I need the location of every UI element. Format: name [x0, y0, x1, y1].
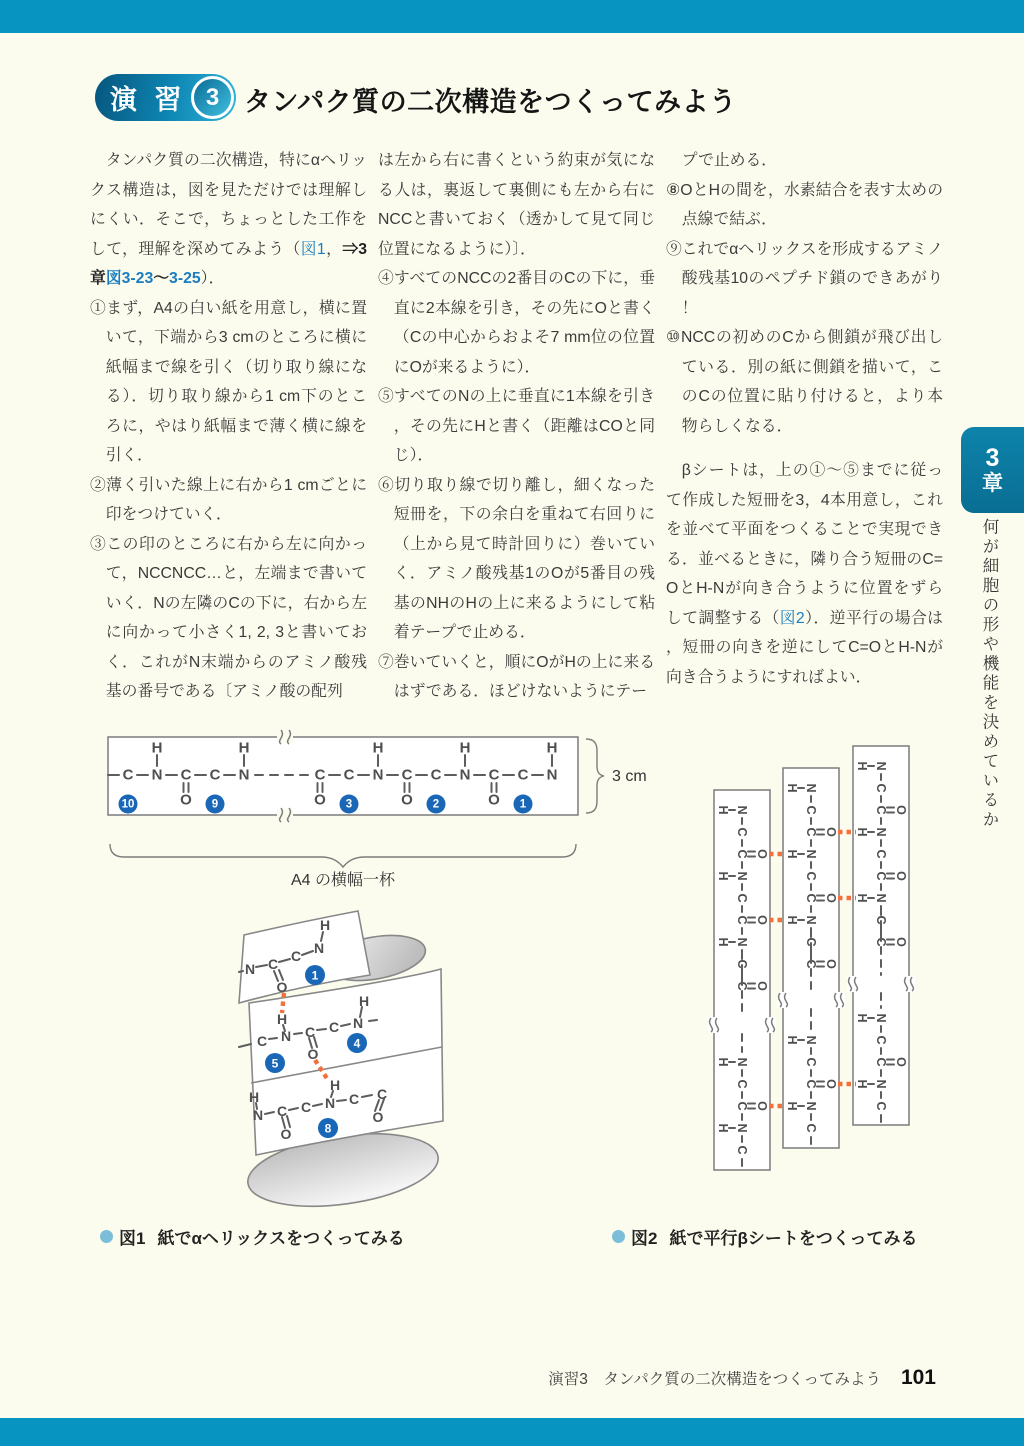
atom-label: O — [894, 805, 908, 815]
chain-bond — [369, 1020, 377, 1021]
atom-label: C — [304, 1024, 316, 1040]
figure2-caption-label: 図2 — [631, 1229, 658, 1248]
atom-label: C — [874, 1101, 888, 1111]
figure-reference[interactable]: 図1 — [300, 240, 326, 258]
chain-bond — [239, 1044, 251, 1047]
figure2-beta-sheet — [690, 724, 950, 1184]
residue-number: 10 — [121, 798, 135, 811]
residue-number: 1 — [519, 798, 527, 811]
atom-label: N — [459, 766, 471, 784]
text-segment: は左から右に書くという約束が気になる人は，裏返して裏側にも左から右にNCCと書いておく（透かして見て同じ位置になるように）〕． — [378, 152, 655, 258]
page-footer — [548, 1366, 936, 1390]
atom-label: N — [874, 1013, 888, 1023]
figure-reference[interactable]: 図3-23 — [105, 270, 154, 287]
atom-label: O — [401, 791, 413, 809]
atom-label: N — [804, 1101, 818, 1111]
paragraph — [90, 471, 367, 530]
fig2-strips — [708, 746, 915, 1170]
atom-label: C — [517, 766, 529, 784]
atom-label: C — [314, 766, 326, 784]
atom-label: H — [238, 739, 250, 757]
exercise-badge — [95, 74, 236, 121]
chapter-tab-number: 3 — [985, 443, 1000, 472]
atom-label: C — [874, 937, 888, 947]
atom-label: H — [151, 739, 163, 757]
atom-label: O — [755, 849, 769, 859]
atom-label: O — [280, 1126, 292, 1142]
atom-label: C — [804, 937, 818, 947]
residue-number: 2 — [432, 798, 440, 811]
figure-reference[interactable]: 図2 — [779, 609, 805, 627]
atom-label: N — [804, 915, 818, 925]
figure2-caption-text: 紙で平行βシートをつくってみる — [669, 1229, 918, 1248]
paragraph — [90, 294, 367, 471]
atom-label: O — [894, 871, 908, 881]
atom-label: N — [735, 1057, 749, 1067]
beta-strip — [708, 790, 776, 1170]
text-column-2 — [378, 146, 655, 707]
atom-label: H — [248, 1089, 260, 1105]
residue-number: 9 — [211, 798, 219, 811]
atom-label: C — [874, 1057, 888, 1067]
atom-label: C — [804, 1079, 818, 1089]
atom-label: C — [209, 766, 221, 784]
figure1-caption-label: 図1 — [119, 1229, 146, 1248]
atom-label: C — [804, 871, 818, 881]
height-brace — [586, 739, 604, 813]
atom-label: O — [307, 1046, 319, 1062]
atom-label: C — [300, 1099, 312, 1115]
residue-number: 8 — [324, 1121, 332, 1136]
figure1-strip-diagram — [100, 728, 660, 898]
atom-label: H — [716, 937, 730, 947]
text-column-1 — [90, 146, 367, 707]
atom-label: O — [180, 791, 192, 809]
chapter-tab-char: 章 — [982, 472, 1003, 496]
text-column-3 — [666, 146, 943, 692]
paragraph — [378, 264, 655, 382]
figure1-caption — [100, 1224, 405, 1249]
bottom-color-bar — [0, 1418, 1024, 1446]
atom-label: C — [874, 915, 888, 925]
atom-label: N — [804, 783, 818, 793]
exercise-badge-label: 演 習 — [110, 85, 187, 115]
atom-label: H — [785, 783, 799, 793]
paragraph — [378, 382, 655, 471]
text-segment: ⑩NCCの初めのCから側鎖が飛び出している．別の紙に側鎖を描いて，このCの位置に貼り付けると，より本物らしくなる． — [666, 329, 943, 435]
text-segment: ）．逆平行の場合は，短冊の向きを逆にしてC=OとH-Nが向き合うようにすればよい． — [666, 609, 943, 686]
atom-label: C — [180, 766, 192, 784]
paragraph — [666, 456, 943, 692]
residue-number: 1 — [311, 968, 319, 983]
width-brace — [110, 844, 576, 867]
atom-label: H — [716, 871, 730, 881]
atom-label: O — [824, 893, 838, 903]
text-segment: ⑥切り取り線で切り離し，細くなった短冊を，下の余白を重ねて右回りに（上から見て時計回りに）巻いていく．アミノ酸残基1のOが5番目の残基のNHのHの上に来るようにして粘着テープで止める． — [378, 476, 655, 641]
chain-bond — [317, 1029, 326, 1030]
figure1-caption-text: 紙でαヘリックスをつくってみる — [157, 1229, 405, 1248]
text-segment: プで止める． — [681, 152, 778, 169]
atom-label: C — [735, 849, 749, 859]
atom-label: N — [352, 1015, 364, 1031]
paragraph — [378, 146, 655, 264]
paragraph — [666, 235, 943, 324]
atom-label: N — [372, 766, 384, 784]
atom-label: H — [855, 1013, 869, 1023]
atom-label: N — [874, 827, 888, 837]
atom-label: O — [372, 1109, 384, 1125]
atom-label: N — [874, 893, 888, 903]
beta-strip — [847, 746, 915, 1125]
text-segment: タンパク質の二次構造，特にαヘリックス構造は，図を見ただけでは理解しにくい．そこで，ちょっとした工作をして，理解を深めてみよう（ — [90, 152, 367, 258]
text-segment: ⑧OとHの間を，水素結合を表す太めの点線で結ぶ． — [666, 181, 943, 228]
chain-bond — [337, 1100, 346, 1101]
atom-label: O — [755, 915, 769, 925]
atom-label: C — [804, 959, 818, 969]
atom-label: H — [855, 1079, 869, 1089]
top-color-bar — [0, 0, 1024, 33]
atom-label: O — [824, 959, 838, 969]
atom-label: C — [735, 827, 749, 837]
atom-label: C — [874, 1035, 888, 1045]
text-segment: ⑦巻いていくと，順にOがHの上に来るはずである．ほどけないようにテー — [378, 653, 655, 700]
atom-label: H — [459, 739, 471, 757]
paragraph — [666, 146, 943, 176]
text-segment: ④すべてのNCCの2番目のCの下に，垂直に2本線を引き，その先にOと書く（Cの中心からおよそ7 mm位の位置にOが来るように）． — [378, 270, 655, 376]
atom-label: N — [874, 761, 888, 771]
atom-label: N — [874, 1079, 888, 1089]
atom-label: N — [735, 871, 749, 881]
atom-label: C — [735, 915, 749, 925]
atom-label: O — [894, 937, 908, 947]
atom-label: C — [430, 766, 442, 784]
atom-label: C — [256, 1033, 268, 1049]
atom-label: C — [276, 1103, 288, 1119]
atom-label: O — [314, 791, 326, 809]
atom-label: H — [329, 1077, 341, 1093]
atom-label: H — [372, 739, 384, 757]
atom-label: C — [267, 956, 279, 972]
footer-running-title: 演習3 タンパク質の二次構造をつくってみよう — [548, 1371, 881, 1388]
atom-label: C — [735, 1145, 749, 1155]
text-segment: ⑨これでαヘリックスを形成するアミノ酸残基10のペプチド鎖のできあがり！ — [666, 240, 943, 317]
atom-label: H — [785, 915, 799, 925]
atom-label: N — [151, 766, 163, 784]
atom-label: N — [252, 1107, 264, 1123]
atom-label: C — [328, 1019, 340, 1035]
atom-label: O — [894, 1057, 908, 1067]
residue-number: 4 — [353, 1036, 361, 1051]
text-segment: ①まず，A4の白い紙を用意し，横に置いて，下端から3 cmのところに横に紙幅まで線を引く（切り取り線になる）．切り取り線から1 cm下のところに，やはり紙幅まで薄く横に線を引く． — [90, 299, 367, 464]
atom-label: C — [735, 893, 749, 903]
atom-label: N — [313, 940, 325, 956]
beta-strip — [777, 768, 845, 1148]
atom-label: N — [244, 961, 256, 977]
atom-label: N — [804, 849, 818, 859]
atom-label: C — [874, 871, 888, 881]
paragraph — [378, 471, 655, 648]
atom-label: C — [804, 1057, 818, 1067]
page-number: 101 — [900, 1366, 936, 1389]
paragraph — [666, 323, 943, 441]
caption-bullet-icon — [612, 1230, 625, 1243]
atom-label: C — [348, 1091, 360, 1107]
atom-label: C — [804, 893, 818, 903]
chapter-tab[interactable] — [961, 427, 1024, 513]
atom-label: H — [276, 1011, 288, 1027]
atom-label: C — [804, 827, 818, 837]
atom-label: N — [735, 937, 749, 947]
atom-label: O — [824, 827, 838, 837]
atom-label: O — [276, 979, 288, 995]
atom-label: N — [546, 766, 558, 784]
atom-label: O — [488, 791, 500, 809]
figure1-helix-roll — [225, 885, 455, 1215]
text-segment: ， — [325, 240, 343, 258]
residue-number: 5 — [271, 1056, 279, 1071]
paragraph — [90, 146, 367, 294]
atom-label: C — [122, 766, 134, 784]
strip-width-label: A4 の横幅一杯 — [290, 872, 396, 889]
text-segment: ②薄く引いた線上に右から1 cmごとに印をつけていく． — [90, 476, 367, 523]
chapter-side-caption: 何が細胞の形や機能を決めているか — [980, 518, 998, 830]
atom-label: N — [280, 1028, 292, 1044]
caption-bullet-icon — [100, 1230, 113, 1243]
atom-label: C — [804, 805, 818, 815]
atom-label: N — [324, 1095, 336, 1111]
atom-label: C — [401, 766, 413, 784]
atom-label: N — [735, 1123, 749, 1133]
atom-label: O — [755, 981, 769, 991]
exercise-number-circle: 3 — [191, 76, 234, 119]
residue-number: 3 — [345, 798, 353, 811]
paragraph — [90, 530, 367, 707]
atom-label: O — [824, 1079, 838, 1089]
text-segment: ）． — [200, 270, 225, 287]
atom-label: H — [546, 739, 558, 757]
atom-label: N — [804, 1035, 818, 1045]
atom-label: N — [735, 805, 749, 815]
atom-label: C — [735, 1101, 749, 1111]
page-title: タンパク質の二次構造をつくってみよう — [244, 87, 737, 117]
atom-label: H — [855, 827, 869, 837]
atom-label: C — [874, 849, 888, 859]
text-segment: 〜 — [153, 270, 170, 287]
atom-label: H — [855, 761, 869, 771]
text-segment: ⇒3章 — [90, 240, 367, 287]
atom-label: H — [785, 849, 799, 859]
figure2-caption — [612, 1224, 918, 1249]
atom-label: C — [735, 981, 749, 991]
atom-label: O — [755, 1101, 769, 1111]
chain-bond — [294, 1033, 302, 1034]
atom-label: C — [874, 805, 888, 815]
atom-label: H — [716, 805, 730, 815]
strip-height-label: 3 cm — [612, 768, 647, 785]
atom-label: H — [358, 993, 370, 1009]
paragraph — [378, 648, 655, 707]
atom-label: C — [488, 766, 500, 784]
atom-label: N — [238, 766, 250, 784]
atom-label: C — [343, 766, 355, 784]
atom-label: H — [716, 1057, 730, 1067]
text-segment: ⑤すべてのNの上に垂直に1本線を引き，その先にHと書く（距離はCOと同じ）． — [378, 388, 655, 464]
paragraph — [666, 176, 943, 235]
atom-label: C — [290, 948, 302, 964]
atom-label: H — [785, 1101, 799, 1111]
atom-label: H — [716, 1123, 730, 1133]
atom-label: C — [735, 959, 749, 969]
chain-bond — [269, 1038, 277, 1039]
atom-label: H — [319, 917, 331, 933]
atom-label: C — [874, 783, 888, 793]
text-segment: ③この印のところに右から左に向かって，NCCNCC…と，左端まで書いていく．Nの左隣のCの下に，右から左に向かって小さく1, 2, 3と書いておく．これがN末端からのアミノ酸残基の番号である〔アミノ酸の配列 — [90, 535, 367, 700]
atom-label: C — [735, 1079, 749, 1089]
chain-bond — [239, 971, 243, 972]
text-segment: βシートは，上の①〜⑤までに従って作成した短冊を3，4本用意し，これを並べて平面をつくることで実現できる．並べるときに，隣り合う短冊のC=OとH-Nが向き合うように位置をずらして調整する（ — [666, 462, 943, 627]
atom-label: H — [855, 893, 869, 903]
figure-reference[interactable]: 3-25 — [169, 270, 201, 287]
atom-label: H — [785, 1035, 799, 1045]
atom-label: C — [804, 1123, 818, 1133]
atom-label: C — [376, 1086, 388, 1102]
